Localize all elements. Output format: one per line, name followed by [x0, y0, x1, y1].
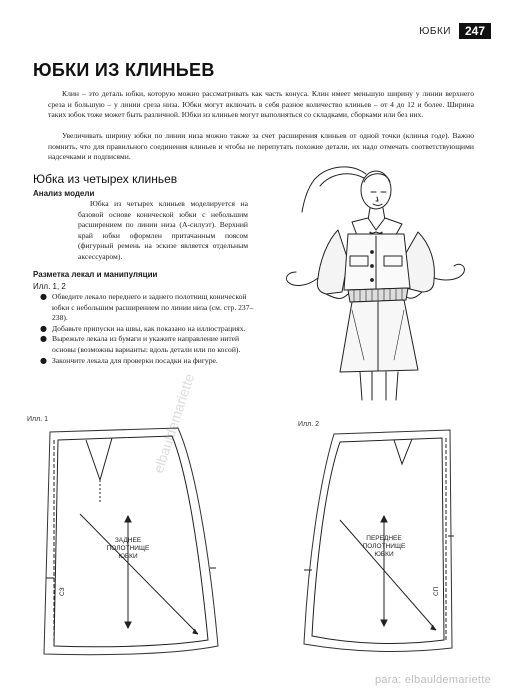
step-text: Закончите лекала для проверки посадки на фигуре. — [52, 355, 218, 365]
front-panel-label-line-3: ЮБКИ — [374, 551, 394, 558]
footer-watermark: para: elbauldemariette — [374, 674, 491, 686]
step-text: Вырежьте лекала из бумаги и укажите направление нитей основы (возможны варианты: вдоль детали или по косой). — [52, 334, 241, 354]
illustration-reference: Илл. 1, 2 — [33, 282, 66, 291]
front-side-mark: СП — [433, 586, 440, 596]
illustration-2-label: Илл. 2 — [298, 421, 319, 428]
page-header — [0, 22, 505, 40]
front-panel-label-line-1: ПЕРЕДНЕЕ — [366, 535, 402, 542]
back-panel-label-line-1: ЗАДНЕЕ — [114, 537, 142, 544]
bullet-icon: ● — [40, 355, 47, 365]
back-side-mark: СЗ — [59, 587, 66, 596]
analysis-heading: Анализ модели — [33, 189, 95, 198]
front-panel-label-line-2: ПОЛОТНИЩЕ — [362, 543, 406, 550]
list-item — [40, 324, 260, 335]
list-item — [40, 356, 260, 367]
bullet-icon: ● — [40, 292, 47, 301]
list-item — [40, 334, 260, 355]
back-panel-pattern — [28, 418, 233, 673]
list-item — [40, 292, 260, 324]
steps-list — [40, 292, 260, 366]
analysis-text: Юбка из четырех клиньев моделируется на базовой основе конической юбки с небольшим расширением по линии низа (А-силуэт). Верхний край юбки оформлен притачанным поясом (фигурный ремень на эскизе является отдельным аксессуаром). — [78, 199, 248, 261]
page-title: ЮБКИ ИЗ КЛИНЬЕВ — [33, 60, 215, 80]
fashion-sketch-illustration — [268, 160, 483, 405]
bullet-icon: ● — [40, 334, 47, 344]
intro-paragraph-2: Увеличивать ширину юбки по линии низа можно также за счет расширения клиньев от одной точки (клинья годе). Важно помнить, что для правильного соединения клиньев и чтобы не перепутать похожие детали, их надо отмечать соответствующими надсечками и подписями. — [48, 131, 474, 162]
step-text: Добавьте припуски на швы, как показано на иллюстрациях. — [52, 323, 246, 333]
back-panel-label-line-2: ПОЛОТНИЩЕ — [106, 545, 150, 552]
step-text: Обведите лекало переднего и заднего полотнищ конической юбки с небольшим расширением по линии низа (см. стр. 237–238). — [52, 292, 254, 323]
page-number: 247 — [459, 23, 491, 39]
bullet-icon: ● — [40, 323, 47, 333]
diagonal-watermark: elbauldemariette — [150, 371, 198, 475]
illustration-1-label: Илл. 1 — [27, 416, 48, 423]
section-title: Юбка из четырех клиньев — [33, 172, 178, 186]
back-panel-label-line-3: ЮБКИ — [118, 553, 138, 560]
intro-paragraph-1: Клин – это деталь юбки, которую можно рассматривать как часть конуса. Клин имеет меньшую ширину у линии верхнего среза и большую – у линии среза низа. Юбки могут включать в себя разное количество клиньев – от 4 до 12 и более. Ширина таких юбок тоже может быть различной. Юбки из клиньев могут выполняться со складками, сборками или без них. — [48, 89, 474, 120]
front-panel-pattern — [290, 420, 470, 670]
layout-heading: Разметка лекал и манипуляции — [33, 270, 158, 279]
running-head: ЮБКИ — [419, 25, 451, 37]
